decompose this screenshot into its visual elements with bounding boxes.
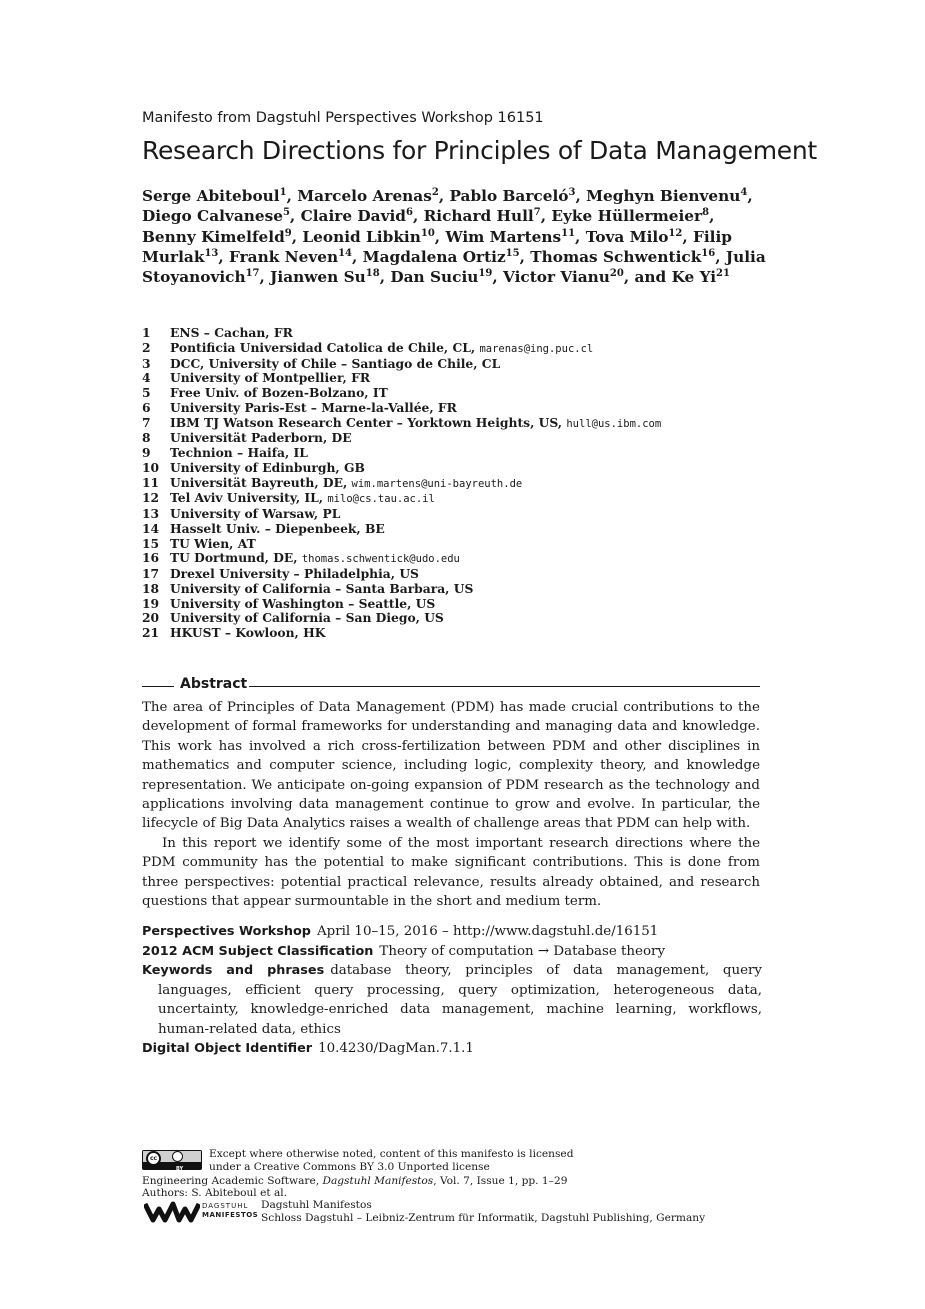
abstract-body	[142, 698, 760, 911]
logo-line: MANIFESTOS	[202, 1211, 259, 1219]
affiliation-text: University Paris-Est – Marne-la-Vallée, FR	[170, 399, 457, 415]
author-separator: ,	[352, 247, 363, 266]
author-affiliation-marker: 7	[533, 207, 541, 219]
meta-key: 2012 ACM Subject Classification	[142, 943, 374, 959]
author-separator: ,	[412, 207, 424, 226]
by-label: BY	[176, 1166, 184, 1170]
affiliation-text: Free Univ. of Bozen-Bolzano, IT	[170, 385, 388, 400]
author-name: Meghyn Bienvenu	[586, 187, 741, 205]
affiliation-number: 19	[142, 595, 160, 611]
author-affiliation-marker: 21	[716, 268, 730, 280]
author-name: Claire David	[300, 207, 406, 226]
author-name: Julia Stoyanovich	[142, 247, 766, 287]
affiliation-item	[142, 567, 661, 582]
affiliation-list	[142, 326, 661, 641]
abstract-paragraph-1: The area of Principles of Data Management (PDM) has made crucial contributions to the development of formal frameworks for understanding and managing data and knowledge. This work has involved a rich cross-fertilization between PDM and other disciplines in mathematics and computer science, including logic, complexity theory, and knowledge representation. We anticipate on-going expansion of PDM research as the technology and applications involving data management continue to grow and evolve. In particular, the lifecycle of Big Data Analytics raises a wealth of challenge areas that PDM can help with.	[142, 700, 760, 832]
author-name: Leonid Libkin	[302, 227, 421, 246]
author-affiliation-marker: 9	[284, 227, 292, 239]
author-separator: ,	[492, 268, 503, 287]
affiliation-item	[142, 401, 661, 416]
paper-metadata	[142, 922, 762, 1059]
abstract-paragraph-2: In this report we identify some of the most important research directions where the PDM community has the potential to make significant contributions. This is done from three perspectives: potential practical relevance, results already obtained, and research questions that appear surmountable in the short and medium term.	[142, 835, 760, 910]
author-name: Serge Abiteboul	[142, 187, 280, 205]
affiliation-text: University of Montpellier, FR	[170, 370, 371, 386]
affiliation-item	[142, 626, 661, 641]
author-separator: ,	[709, 207, 715, 226]
author-affiliation-marker: 16	[701, 247, 716, 259]
paper-title: Research Directions for Principles of Data Management	[142, 136, 817, 165]
affiliation-text: Universität Bayreuth, DE,	[170, 474, 352, 490]
affiliation-item	[142, 341, 661, 357]
author-separator: ,	[575, 227, 586, 246]
author-affiliation-marker: 6	[405, 207, 413, 219]
author-name: Thomas Schwentick	[530, 247, 702, 266]
affiliation-number: 16	[142, 550, 160, 566]
author-name: Victor Vianu	[502, 268, 610, 287]
meta-key: Perspectives Workshop	[142, 924, 311, 939]
author-name: Richard Hull	[423, 207, 534, 226]
workshop-header: Manifesto from Dagstuhl Perspectives Workshop 16151	[142, 110, 544, 126]
affiliation-item	[142, 371, 661, 386]
affiliation-item	[142, 446, 661, 461]
author-separator: ,	[259, 268, 271, 287]
affiliation-text: University of California – San Diego, US	[170, 610, 444, 626]
affiliation-item	[142, 597, 661, 612]
affiliation-text: Universität Paderborn, DE	[170, 430, 352, 446]
affiliation-text: University of Washington – Seattle, US	[170, 595, 436, 611]
affiliation-text: ENS – Cachan, FR	[170, 325, 293, 340]
affiliation-text: Hasselt Univ. – Diepenbeek, BE	[170, 520, 385, 536]
journal-suffix: , Vol. 7, Issue 1, pp. 1–29	[433, 1175, 568, 1187]
author-separator: ,	[715, 247, 726, 266]
affiliation-number: 5	[142, 385, 151, 400]
author-affiliation-marker: 19	[478, 268, 493, 280]
affiliation-number: 18	[142, 580, 160, 596]
author-name: Ke Yi	[671, 268, 717, 287]
meta-row	[142, 942, 762, 962]
author-affiliation-marker: 4	[740, 186, 748, 198]
affiliation-number: 7	[142, 414, 151, 430]
author-affiliation-marker: 11	[561, 227, 576, 239]
author-separator: ,	[286, 187, 298, 205]
logo-line: DAGSTUHL	[202, 1202, 249, 1210]
meta-value: 10.4230/DagMan.7.1.1	[318, 1041, 474, 1056]
abstract-heading	[142, 676, 760, 696]
cc-label: cc	[146, 1151, 161, 1166]
affiliation-number: 9	[142, 445, 151, 460]
author-name: Dan Suciu	[390, 268, 479, 287]
affiliation-number: 3	[142, 355, 151, 371]
author-separator: ,	[540, 207, 552, 226]
affiliation-item	[142, 357, 661, 372]
author-name: Wim Martens	[445, 227, 562, 246]
dagstuhl-logo-icon	[144, 1201, 200, 1223]
abstract-label: Abstract	[180, 676, 248, 692]
meta-row	[142, 961, 762, 1039]
affiliation-text: IBM TJ Watson Research Center – Yorktown Heights, US,	[170, 414, 567, 430]
publisher-name: Schloss Dagstuhl – Leibniz-Zentrum für Informatik, Dagstuhl Publishing, Germany	[261, 1211, 706, 1224]
affiliation-number: 15	[142, 535, 160, 551]
meta-value: database theory, principles of data management, query languages, efficient query processing, query optimization, heterogeneous data, uncertainty, knowledge-enriched data management, machine learning, workflows, human-related data, ethics	[158, 963, 762, 1037]
author-name: Diego Calvanese	[142, 207, 283, 226]
affiliation-item	[142, 326, 661, 341]
affiliation-item	[142, 537, 661, 552]
affiliation-number: 8	[142, 430, 151, 446]
author-separator: ,	[438, 187, 450, 205]
author-affiliation-marker: 13	[204, 247, 219, 259]
author-name: Filip Murlak	[142, 227, 732, 266]
author-affiliation-marker: 17	[245, 268, 260, 280]
journal-name: Dagstuhl Manifestos	[322, 1175, 434, 1187]
author-name: Frank Neven	[229, 247, 339, 266]
affiliation-number: 11	[142, 474, 160, 490]
affiliation-number: 17	[142, 566, 160, 581]
affiliation-text: DCC, University of Chile – Santiago de Chile, CL	[170, 355, 501, 371]
affiliation-text: Tel Aviv University, IL,	[170, 490, 328, 506]
author-affiliation-marker: 8	[702, 207, 710, 219]
meta-row	[142, 1039, 762, 1059]
journal-line	[142, 1175, 567, 1188]
author-separator: ,	[434, 227, 446, 246]
series-name: Dagstuhl Manifestos	[261, 1199, 372, 1211]
affiliation-item	[142, 491, 661, 507]
affiliation-text: Pontificia Universidad Catolica de Chile, CL,	[170, 339, 480, 355]
author-affiliation-marker: 5	[282, 207, 290, 219]
affiliation-item	[142, 507, 661, 522]
author-separator: ,	[575, 187, 587, 205]
author-name: Tova Milo	[585, 227, 669, 246]
affiliation-text: TU Dortmund, DE,	[170, 550, 302, 566]
author-separator: , and	[623, 268, 672, 287]
author-list	[142, 186, 772, 287]
meta-row	[142, 922, 762, 942]
author-separator: ,	[682, 227, 693, 246]
affiliation-number: 10	[142, 459, 160, 475]
affiliation-item	[142, 431, 661, 446]
affiliation-item	[142, 522, 661, 537]
creative-commons-icon	[142, 1150, 202, 1170]
license-text	[209, 1148, 573, 1173]
publisher-block	[261, 1199, 705, 1224]
author-separator: ,	[291, 227, 303, 246]
author-affiliation-marker: 10	[420, 227, 435, 239]
license-line: under a Creative Commons BY 3.0 Unported license	[209, 1160, 490, 1173]
author-affiliation-marker: 15	[505, 247, 520, 259]
affiliation-item	[142, 582, 661, 597]
author-name: Marcelo Arenas	[297, 187, 432, 205]
author-affiliation-marker: 14	[338, 247, 353, 259]
affiliation-email[interactable]: wim.martens@uni-bayreuth.de	[351, 477, 523, 490]
author-separator: ,	[379, 268, 391, 287]
author-separator: ,	[747, 187, 753, 205]
affiliation-text: University of Edinburgh, GB	[170, 459, 365, 475]
affiliation-email[interactable]: hull@us.ibm.com	[566, 417, 662, 430]
meta-key: Digital Object Identifier	[142, 1041, 313, 1056]
author-separator: ,	[218, 247, 230, 266]
affiliation-text: Technion – Haifa, IL	[170, 445, 308, 460]
license-line: Except where otherwise noted, content of this manifesto is licensed	[209, 1148, 574, 1160]
author-name: Magdalena Ortiz	[362, 247, 506, 266]
affiliation-number: 12	[142, 490, 160, 506]
author-name: Pablo Barceló	[449, 187, 569, 205]
affiliation-email[interactable]: thomas.schwentick@udo.edu	[301, 553, 460, 566]
meta-value: April 10–15, 2016 – http://www.dagstuhl.de/16151	[316, 924, 659, 939]
affiliation-text: University of California – Santa Barbara, US	[170, 580, 474, 596]
affiliation-item	[142, 476, 661, 492]
affiliation-email[interactable]: milo@cs.tau.ac.il	[327, 493, 435, 506]
author-separator: ,	[289, 207, 301, 226]
affiliation-number: 1	[142, 325, 151, 340]
affiliation-number: 21	[142, 625, 160, 640]
meta-key: Keywords and phrases	[142, 963, 325, 978]
affiliation-item	[142, 611, 661, 626]
affiliation-number: 13	[142, 506, 160, 521]
affiliation-number: 2	[142, 339, 151, 355]
affiliation-number: 14	[142, 520, 160, 536]
affiliation-email[interactable]: marenas@ing.puc.cl	[479, 342, 594, 355]
author-affiliation-marker: 2	[431, 186, 439, 198]
affiliation-number: 4	[142, 370, 151, 386]
author-affiliation-marker: 20	[609, 268, 624, 280]
author-separator: ,	[519, 247, 531, 266]
author-affiliation-marker: 18	[365, 268, 380, 280]
affiliation-text: Drexel University – Philadelphia, US	[170, 566, 419, 581]
author-name: Benny Kimelfeld	[142, 227, 285, 246]
affiliation-text: TU Wien, AT	[170, 535, 256, 551]
logo-text	[202, 1202, 258, 1220]
author-name: Jianwen Su	[270, 268, 366, 287]
meta-value: Theory of computation → Database theory	[379, 943, 666, 959]
affiliation-text: University of Warsaw, PL	[170, 506, 341, 521]
author-name: Eyke Hüllermeier	[551, 207, 703, 226]
affiliation-item	[142, 386, 661, 401]
author-affiliation-marker: 3	[568, 186, 576, 198]
affiliation-number: 20	[142, 610, 160, 626]
affiliation-item	[142, 416, 661, 432]
authors-short: Authors: S. Abiteboul et al.	[142, 1187, 288, 1199]
journal-prefix: Engineering Academic Software,	[142, 1175, 323, 1187]
affiliation-number: 6	[142, 399, 151, 415]
affiliation-item	[142, 461, 661, 476]
affiliation-text: HKUST – Kowloon, HK	[170, 625, 326, 640]
author-affiliation-marker: 12	[668, 227, 683, 239]
affiliation-item	[142, 551, 661, 567]
author-affiliation-marker: 1	[279, 186, 287, 198]
